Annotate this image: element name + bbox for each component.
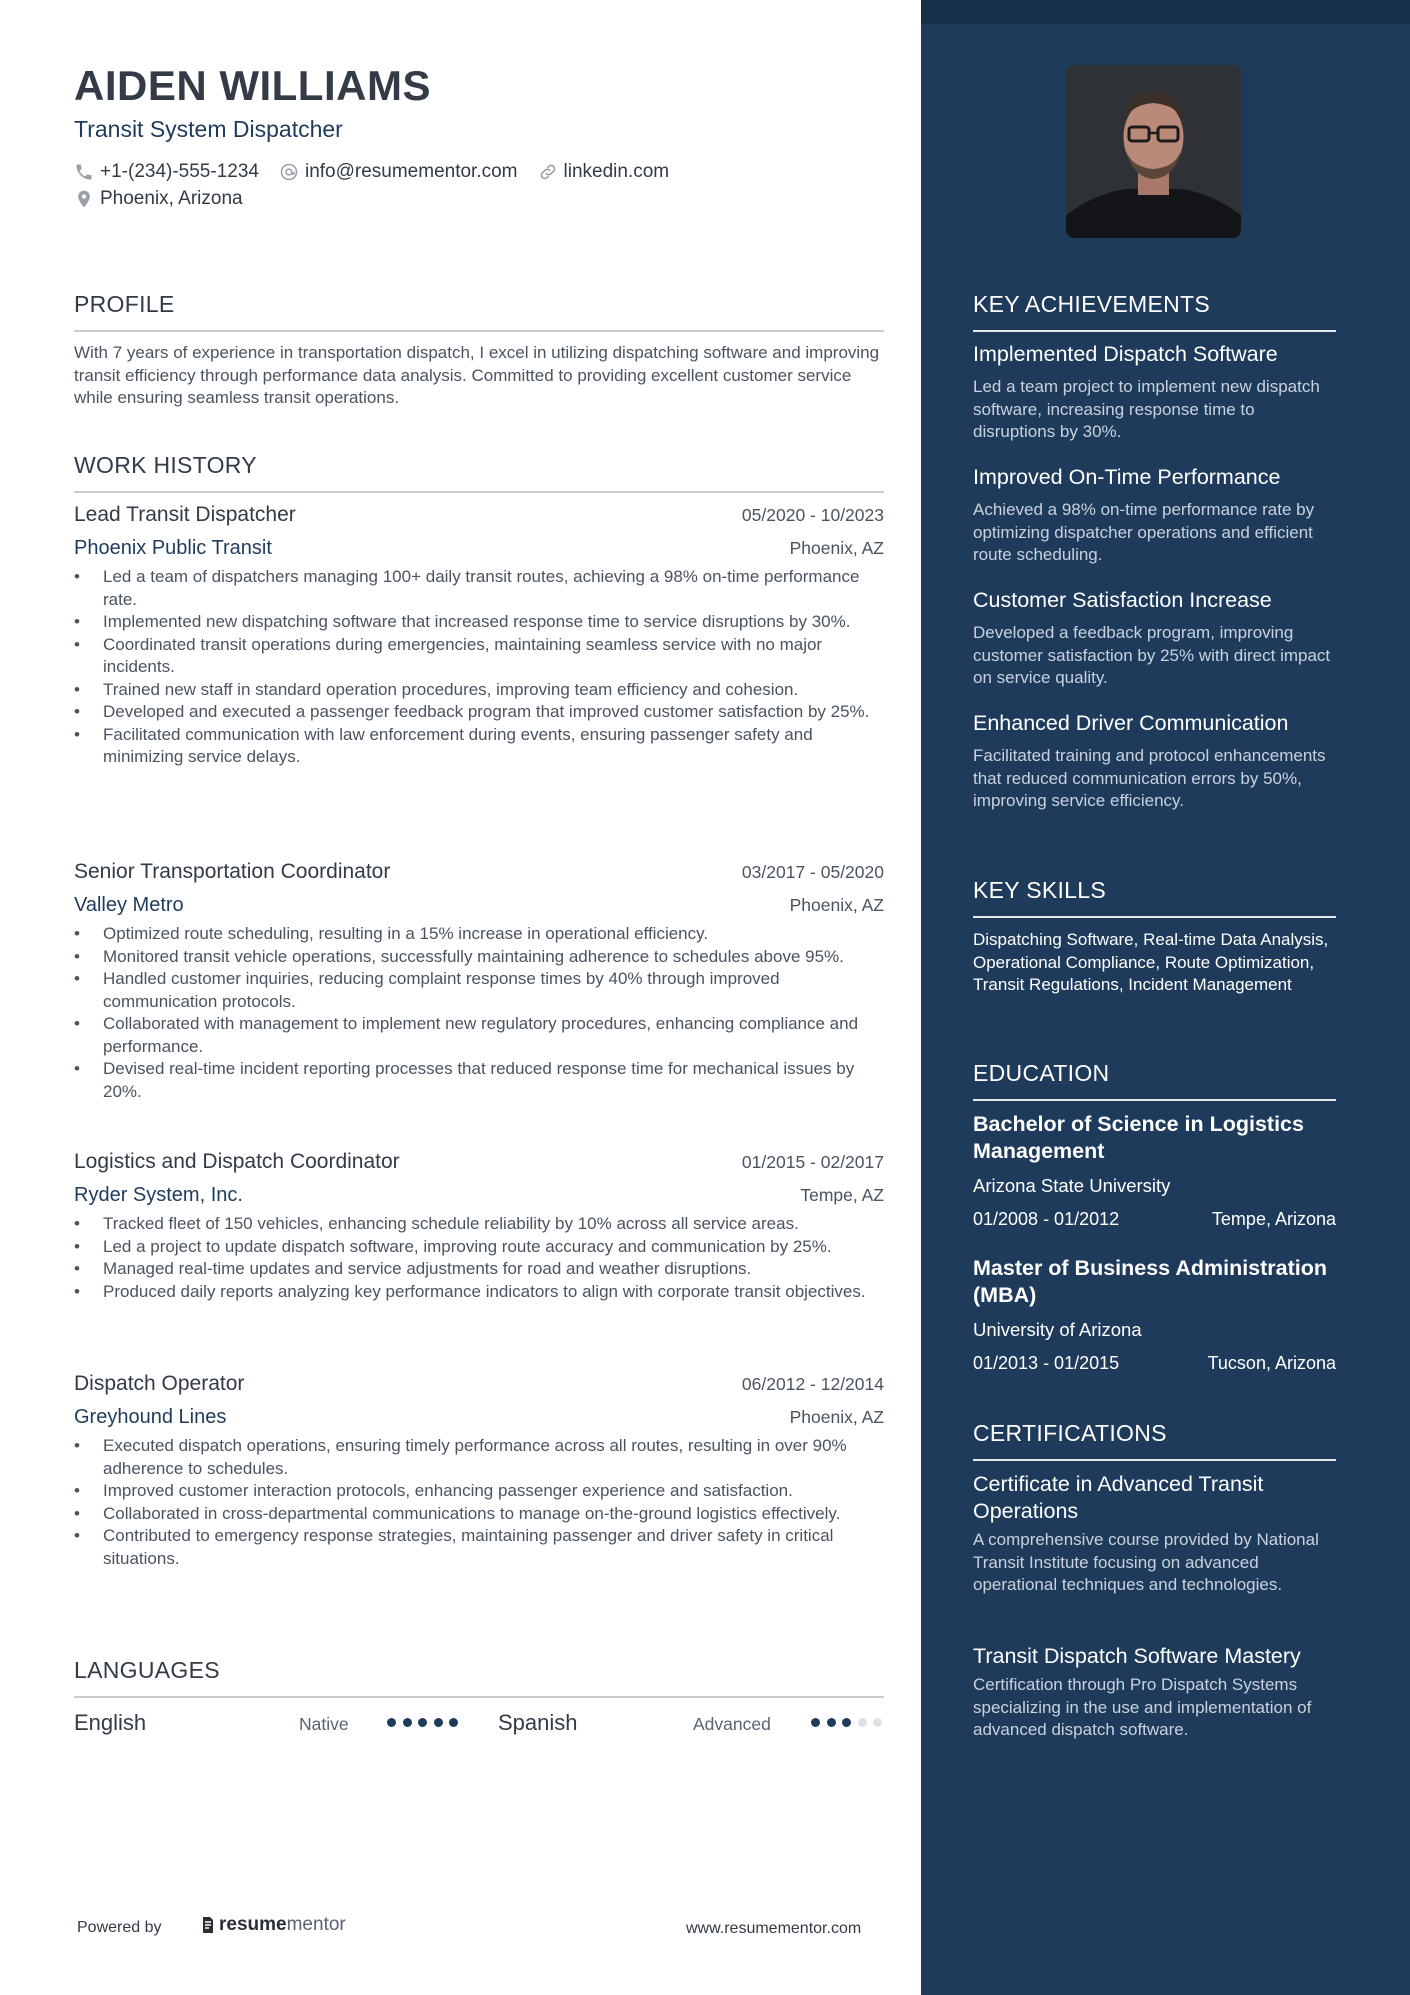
contact-email[interactable] [279,161,518,183]
education-location: Tempe, Arizona [1211,1209,1336,1229]
bullet-item: • Produced daily reports analyzing key performance indicators to align with corporate transit objectives. [74,1281,884,1304]
certification-title: Certificate in Advanced Transit Operations [973,1472,1264,1523]
profile-text: With 7 years of experience in transportation dispatch, I excel in utilizing dispatching software and improving transit efficiency through performance data analysis. Committed to providing excellent customer service while ensuring seamless transit operations. [74,343,880,407]
language-name: English [74,1710,147,1735]
job-company: Ryder System, Inc. [74,1184,243,1206]
powered-by-label: Powered by [77,1919,162,1936]
bullet-item: • Managed real-time updates and service adjustments for road and weather disruptions. [74,1258,884,1281]
achievement-item [973,587,1336,690]
candidate-title: Transit System Dispatcher [74,116,343,142]
education-school: Arizona State University [973,1175,1171,1196]
skills-text: Dispatching Software, Real-time Data Analysis, Operational Compliance, Route Optimization, Transit Regulations, Incident Management [973,930,1329,994]
profile-section-title: PROFILE [74,291,884,332]
language-level: Native [299,1714,349,1734]
education-item [973,1255,1336,1374]
job-date: 03/2017 - 05/2020 [741,862,884,882]
education-section-title: EDUCATION [973,1060,1336,1101]
job-bullets [74,923,884,1103]
achievement-item [973,464,1336,567]
bullet-item: • Implemented new dispatching software that increased response time to service disruptions by 30%. [74,611,884,634]
rating-dot [811,1718,820,1727]
job-date: 05/2020 - 10/2023 [741,505,884,525]
job-company: Valley Metro [74,894,184,916]
language-level: Advanced [693,1714,771,1734]
rating-dot [449,1718,458,1727]
achievement-item [973,341,1336,444]
job-entry [74,1150,884,1303]
link-icon [538,162,558,182]
achievement-title: Implemented Dispatch Software [973,342,1278,366]
education-degree: Master of Business Administration (MBA) [973,1256,1328,1307]
achievement-title: Enhanced Driver Communication [973,711,1289,735]
rating-dot [858,1718,867,1727]
languages-row [74,1708,884,1738]
job-date: 06/2012 - 12/2014 [741,1374,884,1394]
location-text: Phoenix, Arizona [100,188,243,209]
achievement-text: Facilitated training and protocol enhancements that reduced communication errors by 50%, improving service efficiency. [973,746,1326,810]
certifications-section-title: CERTIFICATIONS [973,1420,1336,1461]
rating-dot [403,1718,412,1727]
footer-url-link[interactable]: www.resumementor.com [686,1920,862,1937]
job-date: 01/2015 - 02/2017 [741,1152,884,1172]
candidate-name: AIDEN WILLIAMS [74,62,431,109]
logo-text-bold: resume [219,1914,287,1935]
achievement-text: Achieved a 98% on-time performance rate by optimizing dispatcher operations and efficient route scheduling. [973,500,1315,564]
certification-text: Certification through Pro Dispatch Systems specializing in the use and implementation of advanced dispatch software. [973,1675,1312,1739]
achievement-title: Customer Satisfaction Increase [973,588,1272,612]
linkedin-text[interactable]: linkedin.com [563,161,670,182]
job-location: Phoenix, AZ [789,1407,884,1427]
education-degree: Bachelor of Science in Logistics Management [973,1112,1304,1163]
education-date: 01/2013 - 01/2015 [973,1353,1120,1373]
at-sign-icon [279,162,299,182]
contact-location [74,188,243,210]
phone-text: +1-(234)-555-1234 [100,161,259,182]
bullet-item: • Devised real-time incident reporting processes that reduced response time for mechanical issues by 20%. [74,1058,884,1103]
education-school: University of Arizona [973,1319,1142,1340]
education-item [973,1111,1336,1230]
certification-item [973,1643,1336,1742]
profile-photo [1066,65,1241,238]
bullet-item: • Trained new staff in standard operation procedures, improving team efficiency and cohesion. [74,679,884,702]
portrait-image [1066,65,1241,238]
job-entry [74,503,884,769]
languages-section-title: LANGUAGES [74,1657,884,1698]
bullet-item: • Led a project to update dispatch software, improving route accuracy and communication by 25%. [74,1236,884,1259]
achievement-text: Developed a feedback program, improving customer satisfaction by 25% with direct impact on service quality. [973,623,1331,687]
bullet-item: • Developed and executed a passenger feedback program that improved customer satisfaction by 25%. [74,701,884,724]
bullet-item: • Tracked fleet of 150 vehicles, enhancing schedule reliability by 10% across all service areas. [74,1213,884,1236]
certification-title: Transit Dispatch Software Mastery [973,1644,1301,1668]
bullet-item: • Contributed to emergency response strategies, maintaining passenger and driver safety in critical situations. [74,1525,884,1570]
certification-text: A comprehensive course provided by National Transit Institute focusing on advanced operational techniques and technologies. [973,1530,1319,1594]
job-title: Dispatch Operator [74,1372,245,1395]
education-location: Tucson, Arizona [1207,1353,1336,1373]
education-date: 01/2008 - 01/2012 [973,1209,1120,1229]
job-title: Senior Transportation Coordinator [74,860,391,883]
location-row [74,188,263,210]
job-location: Phoenix, AZ [789,895,884,915]
rating-dot [827,1718,836,1727]
rating-dot [842,1718,851,1727]
phone-icon [74,162,94,182]
job-bullets [74,1435,884,1570]
email-text[interactable]: info@resumementor.com [304,161,518,182]
bullet-item: • Facilitated communication with law enforcement during events, ensuring passenger safety and minimizing service delays. [74,724,884,769]
contact-phone [74,161,259,183]
job-location: Tempe, AZ [800,1185,884,1205]
language-rating [811,1718,889,1727]
skills-section-title: KEY SKILLS [973,877,1336,918]
bullet-item: • Handled customer inquiries, reducing complaint response times by 40% through improved communication protocols. [74,968,884,1013]
rating-dot [418,1718,427,1727]
achievement-title: Improved On-Time Performance [973,465,1281,489]
language-name: Spanish [498,1710,578,1735]
bullet-item: • Improved customer interaction protocols, enhancing passenger experience and satisfaction. [74,1480,884,1503]
job-entry [74,860,884,1103]
bullet-item: • Led a team of dispatchers managing 100+ daily transit routes, achieving a 98% on-time performance rate. [74,566,884,611]
job-bullets [74,566,884,769]
language-rating [387,1718,465,1727]
logo-text-light: mentor [286,1914,346,1935]
bullet-item: • Monitored transit vehicle operations, successfully maintaining adherence to schedules above 95%. [74,946,884,969]
contact-row [74,161,689,183]
sidebar-top-bar [921,0,1410,24]
bullet-item: • Coordinated transit operations during emergencies, maintaining seamless service with no major incidents. [74,634,884,679]
location-pin-icon [74,189,94,209]
bullet-item: • Collaborated with management to implement new regulatory procedures, enhancing compliance and performance. [74,1013,884,1058]
bullet-item: • Executed dispatch operations, ensuring timely performance across all routes, resulting in over 90% adherence to schedules. [74,1435,884,1480]
job-location: Phoenix, AZ [789,538,884,558]
job-bullets [74,1213,884,1303]
rating-dot [387,1718,396,1727]
certification-item [973,1471,1336,1597]
achievement-item [973,710,1336,813]
logo-mark-icon [200,1915,216,1935]
job-company: Greyhound Lines [74,1406,227,1428]
bullet-item: • Collaborated in cross-departmental communications to manage on-the-ground logistics effectively. [74,1503,884,1526]
work-section-title: WORK HISTORY [74,452,884,493]
sidebar [921,0,1410,1995]
rating-dot [873,1718,882,1727]
job-title: Logistics and Dispatch Coordinator [74,1150,400,1173]
resumementor-logo[interactable] [200,1914,346,1936]
contact-linkedin[interactable] [538,161,670,183]
bullet-item: • Optimized route scheduling, resulting in a 15% increase in operational efficiency. [74,923,884,946]
job-entry [74,1372,884,1570]
achievements-section-title: KEY ACHIEVEMENTS [973,291,1336,332]
achievement-text: Led a team project to implement new dispatch software, increasing response time to disruptions by 30%. [973,377,1320,441]
job-company: Phoenix Public Transit [74,537,272,559]
job-title: Lead Transit Dispatcher [74,503,296,526]
rating-dot [434,1718,443,1727]
